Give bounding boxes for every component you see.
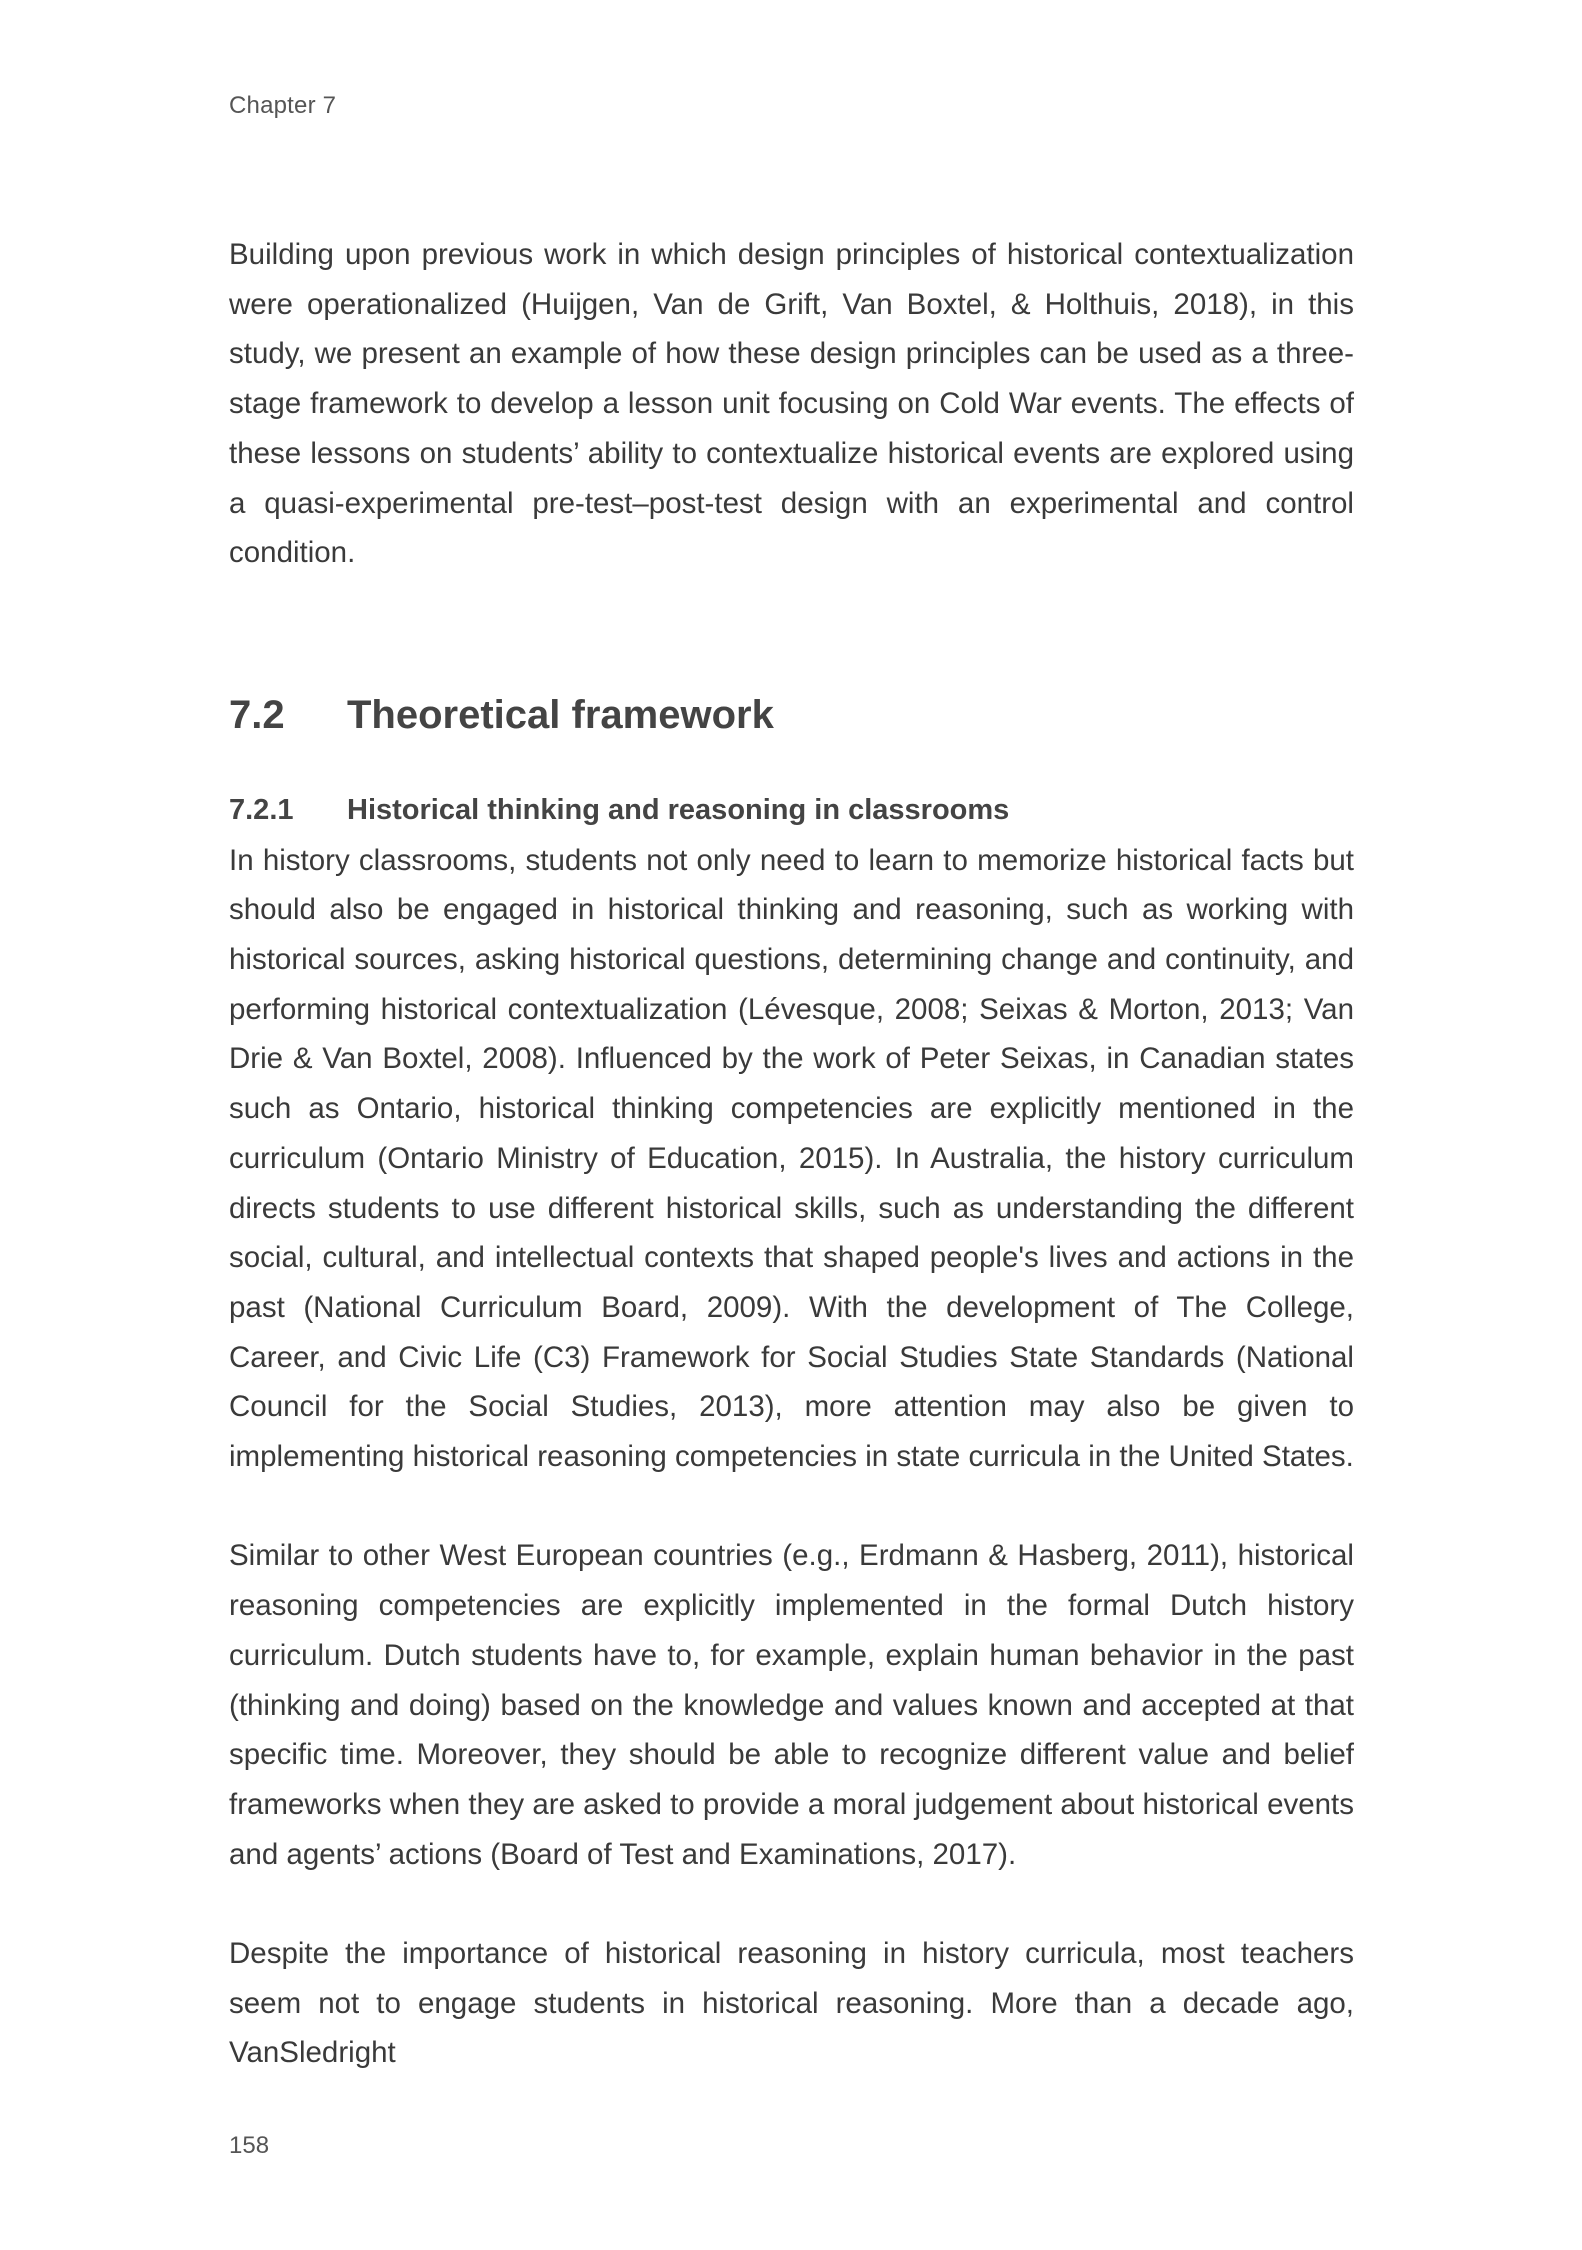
intro-paragraph: Building upon previous work in which design principles of historical contextualization were operationalized (Huijgen, Van de Grift, Van Boxtel, & Holthuis, 2018), in this study, we present an example of how these design principles can be used as a three-stage framework to develop a lesson unit focusing on Cold War events. The effects of these lessons on students’ ability to contextualize historical events are explored using a quasi-experimental pre-test–post-test design with an experimental and control condition. — [229, 238, 1354, 570]
body-paragraph: Despite the importance of historical reasoning in history curricula, most teachers seem not to engage students in historical reasoning. More than a decade ago, VanSledright — [229, 1937, 1354, 2070]
section-heading — [229, 690, 1354, 740]
page-number: 158 — [229, 2132, 270, 2159]
subsection-number: 7.2.1 — [229, 793, 294, 826]
section-title: Theoretical framework — [347, 692, 774, 737]
body-paragraph: In history classrooms, students not only need to learn to memorize historical facts but should also be engaged in historical thinking and reasoning, such as working with historical sources, asking historical questions, determining change and continuity, and performing historical contextualization (Lévesque, 2008; Seixas & Morton, 2013; Van Drie & Van Boxtel, 2008). Influenced by the work of Peter Seixas, in Canadian states such as Ontario, historical thinking competencies are explicitly mentioned in the curriculum (Ontario Ministry of Education, 2015). In Australia, the history curriculum directs students to use different historical skills, such as understanding the different social, cultural, and intellectual contexts that shaped people's lives and actions in the past (National Curriculum Board, 2009). With the development of The College, Career, and Civic Life (C3) Framework for Social Studies State Standards (National Council for the Social Studies, 2013), more attention may also be given to implementing historical reasoning competencies in state curricula in the United States. — [229, 843, 1354, 1474]
subsection-heading — [229, 786, 1354, 836]
section-number: 7.2 — [229, 692, 285, 737]
subsection-title: Historical thinking and reasoning in classrooms — [347, 793, 1010, 826]
running-head: Chapter 7 — [229, 92, 337, 119]
body-paragraph: Similar to other West European countries (e.g., Erdmann & Hasberg, 2011), historical reasoning competencies are explicitly implemented in the formal Dutch history curriculum. Dutch students have to, for example, explain human behavior in the past (thinking and doing) based on the knowledge and values known and accepted at that specific time. Moreover, they should be able to recognize different value and belief frameworks when they are asked to provide a moral judgement about historical events and agents’ actions (Board of Test and Examinations, 2017). — [229, 1539, 1354, 1871]
main-content — [229, 230, 1354, 2078]
